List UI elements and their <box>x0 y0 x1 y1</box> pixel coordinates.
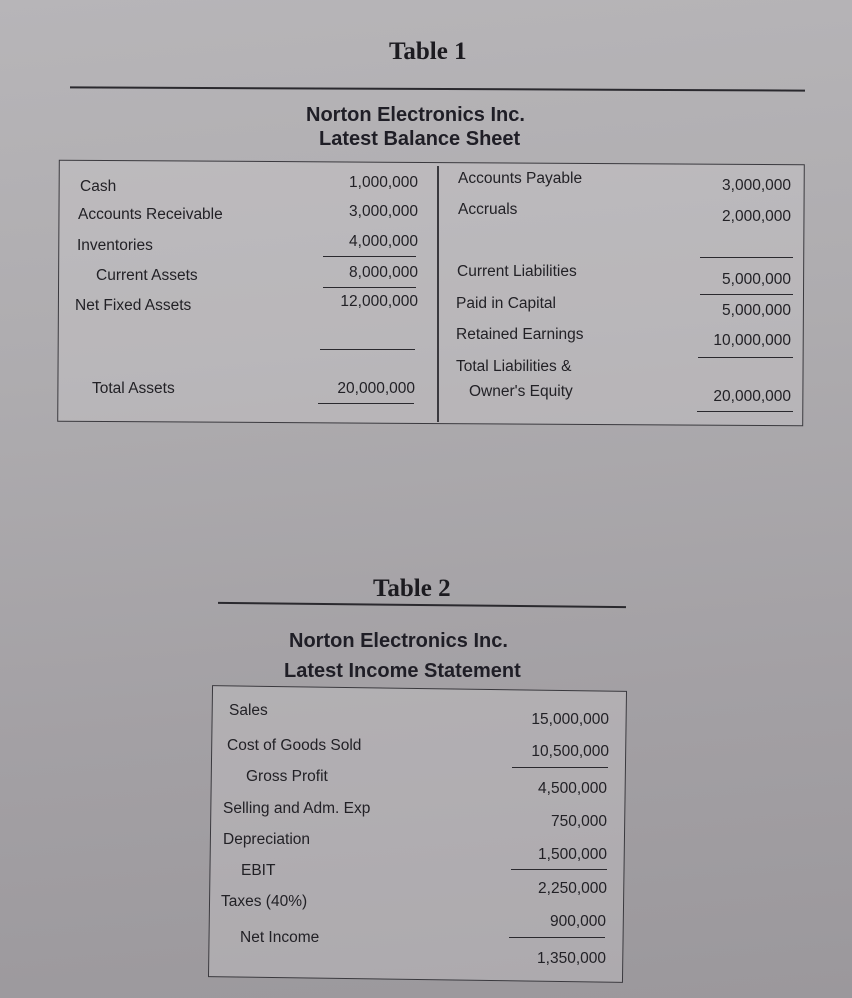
income-value: 900,000 <box>549 913 606 930</box>
liability-label-line2: Owner's Equity <box>469 383 573 400</box>
income-label: Taxes (40%) <box>221 893 308 910</box>
asset-label: Current Assets <box>96 267 198 284</box>
total-rule <box>318 403 414 404</box>
asset-value: 8,000,000 <box>349 264 418 281</box>
subtotal-rule <box>700 294 793 295</box>
asset-value: 4,000,000 <box>349 233 418 250</box>
asset-label: Accounts Receivable <box>78 206 223 223</box>
liability-label: Accounts Payable <box>458 170 583 187</box>
income-value: 1,500,000 <box>538 846 607 863</box>
table1-top-rule <box>70 86 805 91</box>
table2-statement: Latest Income Statement <box>284 660 521 682</box>
asset-value: 12,000,000 <box>340 293 418 310</box>
asset-value: 20,000,000 <box>337 380 415 397</box>
subtotal-rule <box>323 256 416 257</box>
table1-company: Norton Electronics Inc. <box>306 104 525 126</box>
liability-value: 3,000,000 <box>722 177 791 194</box>
income-label: Sales <box>229 702 268 719</box>
income-value: 4,500,000 <box>538 780 607 797</box>
income-value: 2,250,000 <box>538 880 607 897</box>
table1-statement: Latest Balance Sheet <box>319 128 521 150</box>
liability-label: Retained Earnings <box>456 326 584 343</box>
asset-label: Inventories <box>77 237 153 254</box>
subtotal-rule <box>511 869 607 870</box>
asset-value: 3,000,000 <box>349 203 418 220</box>
subtotal-rule <box>512 767 608 768</box>
liability-value: 20,000,000 <box>713 388 791 405</box>
subtotal-rule <box>320 349 415 350</box>
subtotal-rule <box>698 357 793 358</box>
income-label: Selling and Adm. Exp <box>223 800 371 817</box>
liability-value: 10,000,000 <box>713 332 791 349</box>
income-label: Gross Profit <box>246 768 328 785</box>
liability-value: 5,000,000 <box>722 302 791 319</box>
income-value: 1,350,000 <box>537 950 606 967</box>
subtotal-rule <box>700 257 793 258</box>
income-label: Cost of Goods Sold <box>227 737 362 754</box>
balance-sheet-divider <box>437 166 439 422</box>
income-label: Net Income <box>240 929 320 946</box>
income-label: EBIT <box>241 862 276 879</box>
subtotal-rule <box>509 937 605 938</box>
table2-title: Table 2 <box>373 575 451 602</box>
asset-label: Cash <box>80 178 117 195</box>
asset-label: Net Fixed Assets <box>75 297 192 314</box>
liability-label: Total Liabilities & <box>456 358 572 375</box>
liability-label: Accruals <box>458 201 518 218</box>
subtotal-rule <box>323 287 416 288</box>
asset-label: Total Assets <box>92 380 175 397</box>
liability-value: 2,000,000 <box>722 208 791 225</box>
income-value: 750,000 <box>550 813 607 830</box>
table2-company: Norton Electronics Inc. <box>289 630 508 652</box>
liability-value: 5,000,000 <box>722 271 791 288</box>
asset-value: 1,000,000 <box>349 174 418 191</box>
income-value: 10,500,000 <box>531 743 609 760</box>
table1-title: Table 1 <box>389 38 467 65</box>
total-rule <box>697 411 793 412</box>
income-label: Depreciation <box>223 831 311 848</box>
income-value: 15,000,000 <box>531 711 609 728</box>
liability-label: Paid in Capital <box>456 295 556 312</box>
liability-label: Current Liabilities <box>457 263 577 280</box>
